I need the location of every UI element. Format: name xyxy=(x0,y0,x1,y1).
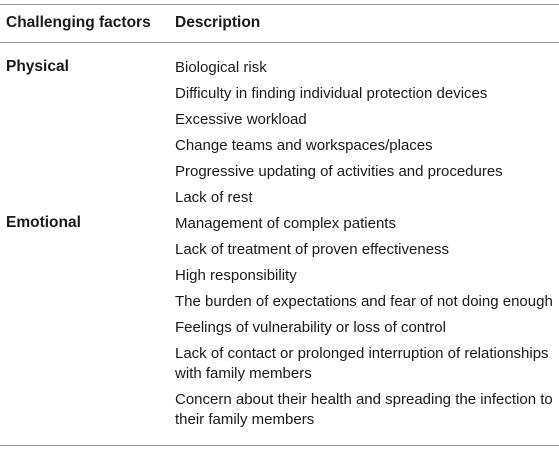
table-header-rule xyxy=(0,42,559,43)
description-item: Change teams and workspaces/places xyxy=(175,137,433,154)
header-description: Description xyxy=(175,14,261,31)
description-item: High responsibility xyxy=(175,267,297,284)
description-item: Difficulty in finding individual protection devices xyxy=(175,85,488,102)
header-challenging-factors: Challenging factors xyxy=(6,14,151,31)
group-label: Emotional xyxy=(6,214,81,231)
table-header-row xyxy=(0,4,559,42)
group-label: Physical xyxy=(6,58,69,75)
description-item: Feelings of vulnerability or loss of control xyxy=(175,319,446,336)
description-item: The burden of expectations and fear of not doing enough xyxy=(175,293,553,310)
description-item: Biological risk xyxy=(175,59,267,76)
description-item: Lack of treatment of proven effectiveness xyxy=(175,241,450,258)
description-item: Progressive updating of activities and procedures xyxy=(175,163,503,180)
description-item: Lack of rest xyxy=(175,189,253,206)
description-item: Management of complex patients xyxy=(175,215,396,232)
description-item: Excessive workload xyxy=(175,111,307,128)
table-bottom-rule xyxy=(0,445,559,446)
description-item: Concern about their health and spreading the infection to their family members xyxy=(175,391,553,428)
description-list xyxy=(175,58,555,214)
description-list xyxy=(175,214,555,436)
description-item: Lack of contact or prolonged interruption of relationships with family members xyxy=(175,345,549,382)
